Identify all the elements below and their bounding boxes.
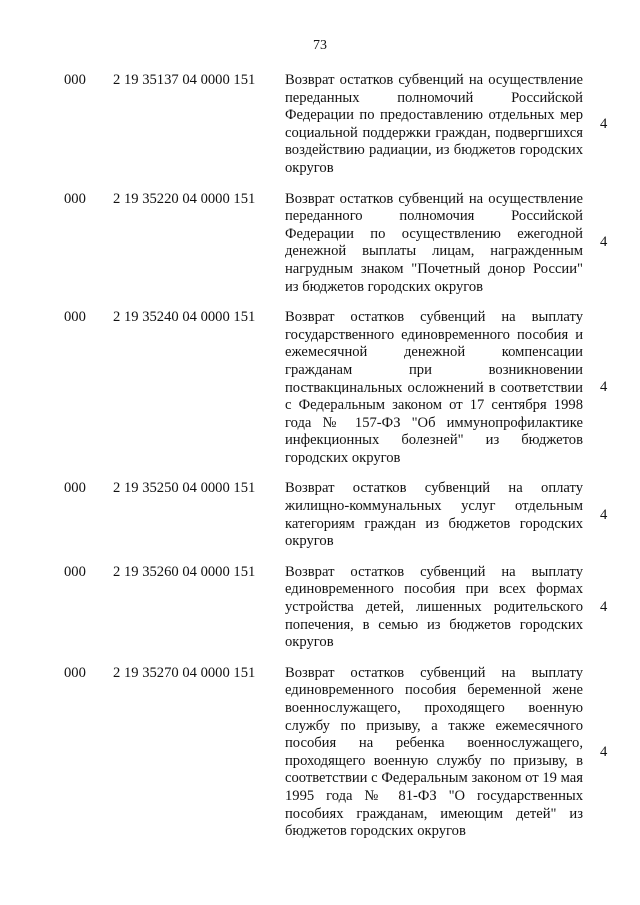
table-row bbox=[0, 480, 640, 550]
budget-classification-code: 2 19 35270 04 0000 151 bbox=[113, 664, 256, 681]
revenue-name: Возврат остатков субвенций на оплату жилищно-коммунальных услуг отдельным категориям граждан из бюджетов городских округов bbox=[285, 480, 583, 550]
budget-classification-code: 2 19 35260 04 0000 151 bbox=[113, 563, 256, 580]
table-row bbox=[0, 665, 640, 841]
norm-value: 4 bbox=[600, 379, 608, 396]
table-row bbox=[0, 191, 640, 297]
revenue-name: Возврат остатков субвенций на выплату государственного единовременного пособия и ежемесячной денежной компенсации гражданам при возникновении поствакцинальных осложнений в соответствии с Федеральным законом от 17 сентября 1998 года № 157-ФЗ "Об иммунопрофилактике инфекционных болезней" из бюджетов городских округов bbox=[285, 309, 583, 466]
norm-value: 4 bbox=[600, 599, 608, 616]
revenue-name: Возврат остатков субвенций на выплату единовременного пособия при всех формах устройства детей, лишенных родительского попечения, в семью из бюджетов городских округов bbox=[285, 563, 583, 651]
revenue-name: Возврат остатков субвенций на осуществление переданного полномочия Российской Федерации по осуществлению ежегодной денежной выплаты лицам, награжденным нагрудным знаком "Почетный донор России" из бюджетов городских округов bbox=[285, 190, 583, 295]
revenue-name: Возврат остатков субвенций на осуществление переданных полномочий Российской Федерации по предоставлению отдельных мер социальной поддержки граждан, подвергшихся воздействию радиации, из бюджетов городских округов bbox=[285, 72, 583, 176]
budget-classification-code: 2 19 35137 04 0000 151 bbox=[113, 72, 256, 88]
table-row bbox=[0, 72, 640, 178]
admin-code: 000 bbox=[64, 664, 86, 681]
norm-value: 4 bbox=[600, 115, 608, 132]
admin-code: 000 bbox=[64, 190, 86, 207]
table-row bbox=[0, 564, 640, 652]
admin-code: 000 bbox=[64, 72, 86, 88]
admin-code: 000 bbox=[64, 309, 86, 326]
budget-classification-code: 2 19 35250 04 0000 151 bbox=[113, 480, 256, 497]
page-number: 73 bbox=[313, 38, 327, 53]
admin-code: 000 bbox=[64, 563, 86, 580]
revenue-name: Возврат остатков субвенций на выплату единовременного пособия беременной жене военнослужащего, проходящего военную службу по призыву, а также ежемесячного пособия на ребенка военнослужащего, проходящего военную службу по призыву, в соответствии с Федеральным законом от 19 мая 1995 года № 81-ФЗ "О государственных пособиях гражданам, имеющим детей" из бюджетов городских округов bbox=[285, 664, 583, 840]
norm-value: 4 bbox=[600, 506, 608, 523]
admin-code: 000 bbox=[64, 480, 86, 497]
budget-code-table bbox=[0, 72, 640, 854]
norm-value: 4 bbox=[600, 743, 608, 760]
table-row bbox=[0, 309, 640, 467]
budget-classification-code: 2 19 35240 04 0000 151 bbox=[113, 309, 256, 326]
norm-value: 4 bbox=[600, 234, 608, 251]
budget-classification-code: 2 19 35220 04 0000 151 bbox=[113, 190, 256, 207]
